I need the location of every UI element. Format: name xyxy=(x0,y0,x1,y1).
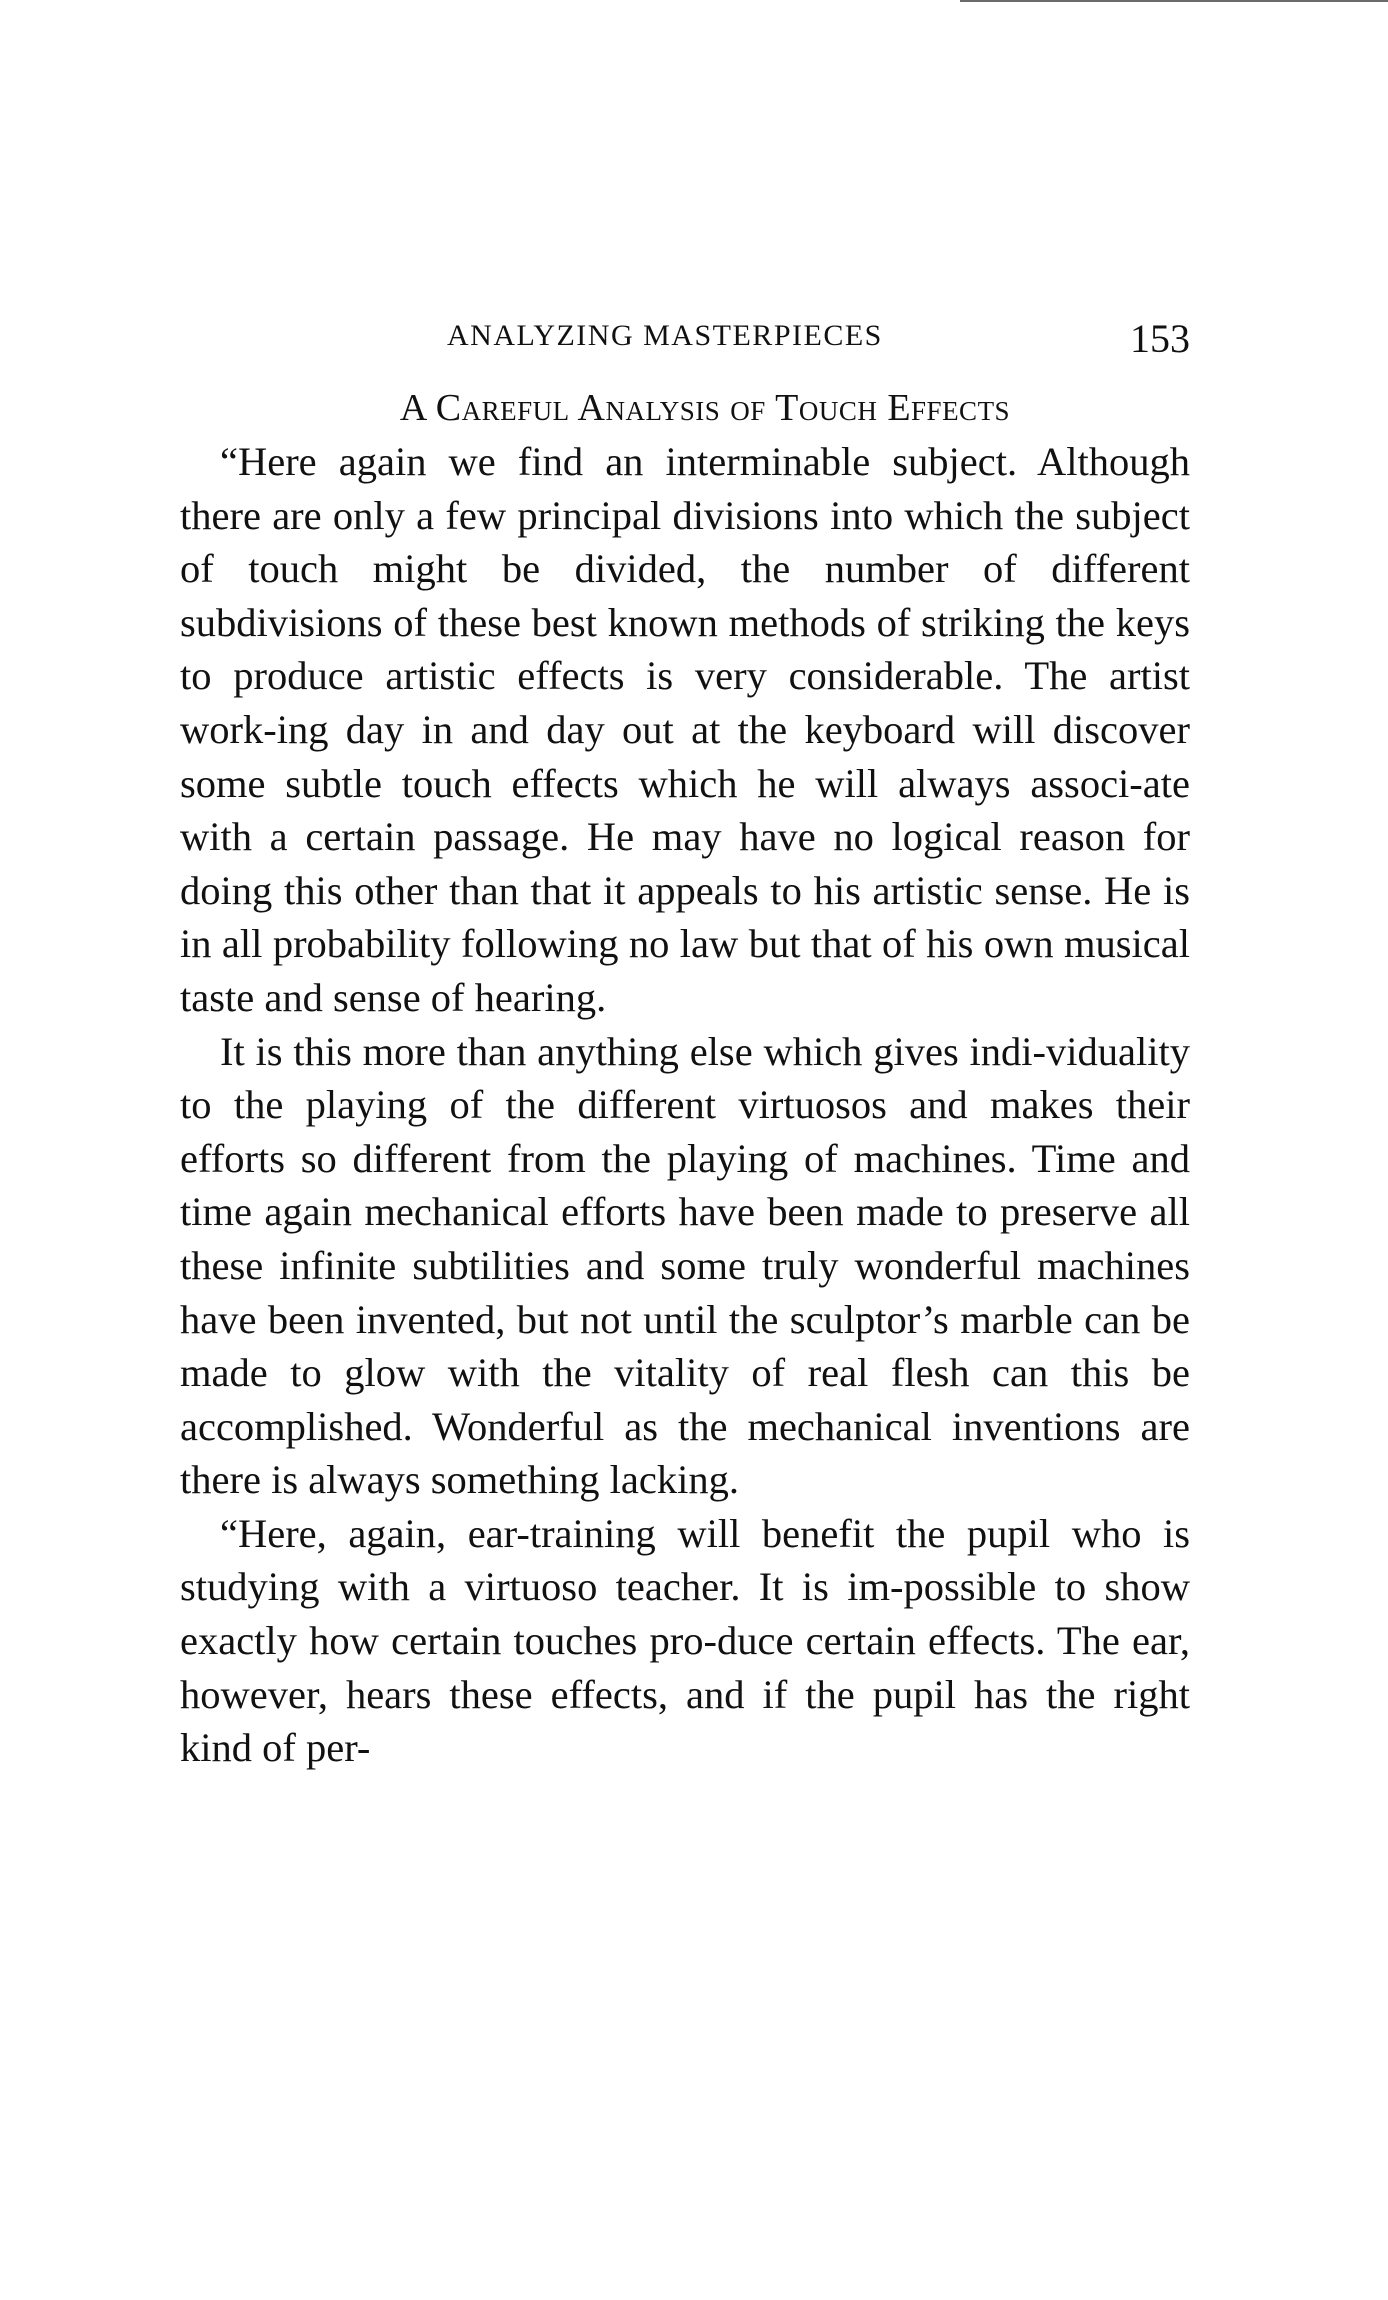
body-text xyxy=(180,435,1190,1775)
book-page xyxy=(180,315,1190,1775)
paragraph: It is this more than anything else which gives indi-viduality to the playing of the different virtuosos and makes their efforts so different from the playing of machines. Time and time again mechanical efforts have been made to preserve all these infinite subtilities and some truly wonderful machines have been invented, but not until the sculptor’s marble can be made to glow with the vitality of real flesh can this be accomplished. Wonderful as the mechanical inventions are there is always something lacking. xyxy=(180,1028,1190,1503)
paragraph: “Here, again, ear-training will benefit the pupil who is studying with a virtuoso teacher. It is im-possible to show exactly how certain touches pro-duce certain effects. The ear, however, hears these effects, and if the pupil has the right kind of per- xyxy=(180,1510,1190,1771)
page-edge-rule xyxy=(960,0,1388,2)
running-title: ANALYZING MASTERPIECES xyxy=(447,319,883,352)
section-heading: A Careful Analysis of Touch Effects xyxy=(399,387,1011,429)
page-number: 153 xyxy=(1130,316,1190,361)
paragraph: “Here again we find an interminable subject. Although there are only a few principal divisions into which the subject of touch might be divided, the number of different subdivisions of these best known methods of striking the keys to produce artistic effects is very considerable. The artist work-ing day in and day out at the keyboard will discover some subtle touch effects which he will always associ-ate with a certain passage. He may have no logical reason for doing this other than that it appeals to his artistic sense. He is in all probability following no law but that of his own musical taste and sense of hearing. xyxy=(180,439,1190,1020)
running-head xyxy=(180,315,1190,375)
